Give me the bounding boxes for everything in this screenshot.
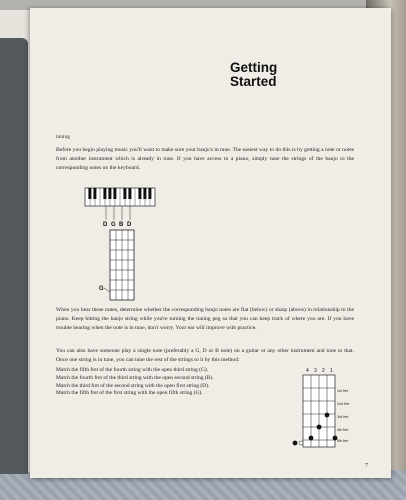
heading-line-2: Started: [230, 74, 277, 89]
open-string-marker: [299, 441, 303, 445]
fret-label-2: 2nd fret: [337, 402, 350, 406]
paragraph-relative-tuning: You can also have someone play a single note (preferably a G, D or B note) on a guitar or any other instrument and tune to that. Once one string is in tune, you can tune the rest of the strings to it by this method:: [56, 348, 354, 363]
fret-label-1: 1st fret: [337, 389, 348, 393]
piano-black-key: [148, 188, 151, 199]
heading-line-1: Getting: [230, 60, 278, 75]
note-label-d-high: D: [127, 222, 132, 228]
fret-label-3: 3rd fret: [337, 415, 349, 419]
piano-black-key: [88, 188, 91, 199]
tuning-step-4: Match the fifth fret of the first string with the open fifth string (G).: [56, 390, 203, 397]
previous-page-dark-panel: [0, 38, 28, 474]
note-label-fifth-string: G: [99, 286, 104, 292]
fret-label-4: 4th fret: [337, 428, 349, 432]
tuning-step-3: Match the third fret of the second string with the open first string (D).: [56, 382, 210, 389]
fret-dot-step-3: [325, 413, 330, 418]
piano-black-key: [113, 188, 116, 199]
piano-black-key: [103, 188, 106, 199]
piano-black-key: [108, 188, 111, 199]
fifth-string-open-dot: [293, 441, 298, 446]
piano-black-key: [143, 188, 146, 199]
piano-black-key: [123, 188, 126, 199]
note-label-b: B: [119, 222, 124, 228]
note-label-g: G: [111, 222, 116, 228]
piano-black-key: [138, 188, 141, 199]
page-heading: [230, 61, 330, 89]
string-number-4: 4: [306, 368, 309, 374]
paragraph-intro: Before you begin playing music you'll want to make sure your banjo's in tune. The easiest way to do this is by getting a note or notes from another instrument which is already in tune. If you have access to a piano, simply tune the strings of the banjo to the corresponding notes on the keyboard.: [56, 147, 354, 171]
page-number: 7: [365, 463, 368, 469]
fret-label-5: 5th fret: [337, 439, 349, 443]
fret-diagram: [285, 365, 365, 453]
note-label-d-low: D: [103, 222, 108, 228]
fret-dot-step-4: [333, 436, 338, 441]
section-subheading: tuning: [56, 134, 71, 140]
tuning-steps: [56, 367, 276, 398]
keyboard-tuning-diagram: [84, 182, 164, 302]
fret-dot-step-2: [317, 425, 322, 430]
tuning-step-2: Match the fourth fret of the third string with the open second string (B).: [56, 374, 214, 381]
piano-black-key: [93, 188, 96, 199]
string-number-3: 3: [314, 368, 317, 374]
string-number-2: 2: [322, 368, 325, 374]
fret-dot-step-1: [309, 436, 314, 441]
book-page: [30, 8, 391, 478]
string-number-1: 1: [330, 368, 333, 374]
paragraph-flat-sharp: When you hear these notes, determine whether the corresponding banjo notes are flat (below) or sharp (above) in relationship to the piano. Keep hitting the banjo string while you're turning the tuning peg so that you can keep track of where you are. If you have trouble hearing when the note is in tune, don't worry. Your ear will improve with practice.: [56, 307, 354, 331]
tuning-step-1: Match the fifth fret of the fourth string with the open third string (G).: [56, 367, 209, 373]
piano-black-key: [128, 188, 131, 199]
